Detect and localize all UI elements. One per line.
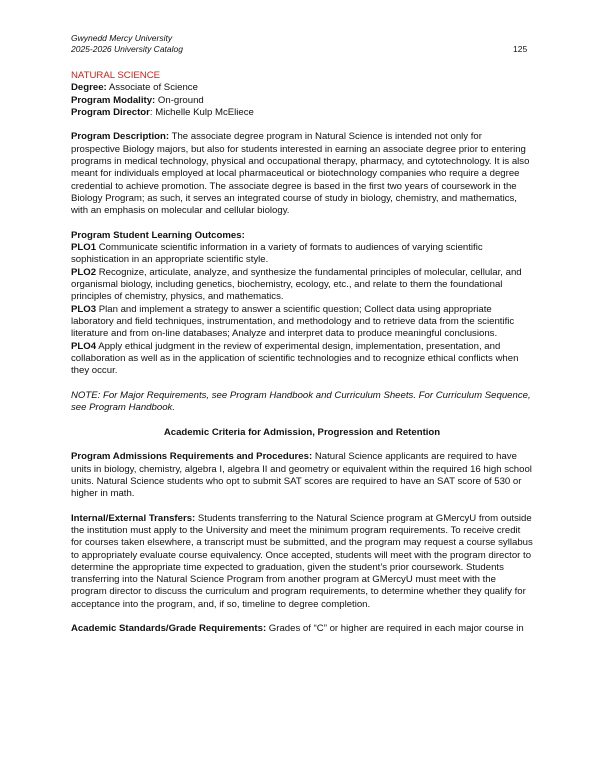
director-label: Program Director [71,106,150,118]
transfers-text: Students transferring to the Natural Science program at GMercyU from outside the institution must apply to the University and meet the minimum program requirements. To receive credit for courses taken elsewhere, a transcript must be submitted, and the program may request a course syllabus to appropriately evaluate course equivalency. Once accepted, students will meet with the program director to determine the appropriate time expected to graduation, given the student’s prior coursework. Students transferring into the Natural Science Program from another program at GMercyU must meet with the program director to discuss the curriculum and program requirements, to determine whether they qualify for acceptance into the program, and, if so, timeline to degree completion. [71,512,533,610]
outcome-text: Plan and implement a strategy to answer a scientific question; Collect data using appropriate laboratory and field techniques, instrumentation, and methodology and to retrieve data from the scientific literature and from on-line databases; Analyze and interpret data to produce meaningful conclusions. [71,303,515,340]
degree-line [71,82,533,94]
director-line [71,107,533,119]
outcome-text: Communicate scientific information in a variety of formats to audiences of varying scientific sophistication in an appropriate scientific style. [71,242,483,266]
criteria-heading: Academic Criteria for Admission, Progression and Retention [163,426,441,438]
page-body [71,70,533,636]
running-header [71,33,183,55]
outcome-code: PLO3 [71,303,97,315]
program-title: NATURAL SCIENCE [71,70,161,81]
description-text: The associate degree program in Natural Science is intended not only for prospective Biology majors, but also for students interested in earning an associate degree prior to entering programs in medical technology, physical and occupational therapy, pharmacy, and cytotechnology. It is also meant for individuals employed at local pharmaceutical or biotechnology companies who require a degree credential to achieve promotion. The associate degree is based in the first two years of coursework in the Biology Program; as such, it serves an integrated course of study in biology, chemistry, and mathematics, with an emphasis on molecular and cellular biology. [71,131,530,217]
header-catalog: 2025-2026 University Catalog [71,44,183,54]
standards-text: Grades of “C” or higher are required in each major course in [266,623,524,635]
outcomes-heading-text: Program Student Learning Outcomes: [71,229,245,241]
outcome-item [71,341,533,378]
outcome-code: PLO1 [71,242,97,254]
admissions-section [71,451,533,500]
modality-value: On-ground [155,94,204,106]
outcome-text: Recognize, articulate, analyze, and synthesize the fundamental principles of molecular, cellular, and organismal biology, including genetics, biochemistry, ecology, etc., and relate to them the foundational principles of chemistry, physics, and mathematics. [71,266,522,303]
modality-label: Program Modality: [71,94,156,106]
degree-value: Associate of Science [106,82,198,94]
transfers-section [71,513,533,611]
outcome-code: PLO4 [71,340,97,352]
degree-label: Degree: [71,82,107,94]
standards-label: Academic Standards/Grade Requirements: [71,623,267,635]
transfers-label: Internal/External Transfers: [71,512,196,524]
admissions-text: Natural Science applicants are required to have units in biology, chemistry, algebra I, algebra II and geometry or equivalent within the required 16 high school units. Natural Science students who opt to submit SAT scores are required to have an SAT score of 530 or higher in math. [71,451,532,500]
outcomes-heading [71,230,533,242]
outcome-text: Apply ethical judgment in the review of experimental design, implementation, presentation, and collaboration as well as in the application of scientific technologies and to recognize ethical conflicts when they occur. [71,340,519,377]
modality-line [71,95,533,107]
program-description [71,131,533,217]
requirements-note: NOTE: For Major Requirements, see Program Handbook and Curriculum Sheets. For Curriculum Sequence, see Program Handbook. [71,389,531,414]
outcome-code: PLO2 [71,266,97,278]
director-value: : Michelle Kulp McEliece [149,106,254,118]
standards-section [71,623,533,635]
outcome-item [71,304,533,341]
admissions-label: Program Admissions Requirements and Procedures: [71,451,313,463]
outcome-item [71,267,533,304]
header-university: Gwynedd Mercy University [71,33,173,43]
outcome-item [71,242,533,267]
page-number: 125 [513,44,528,54]
description-label: Program Description: [71,131,170,143]
